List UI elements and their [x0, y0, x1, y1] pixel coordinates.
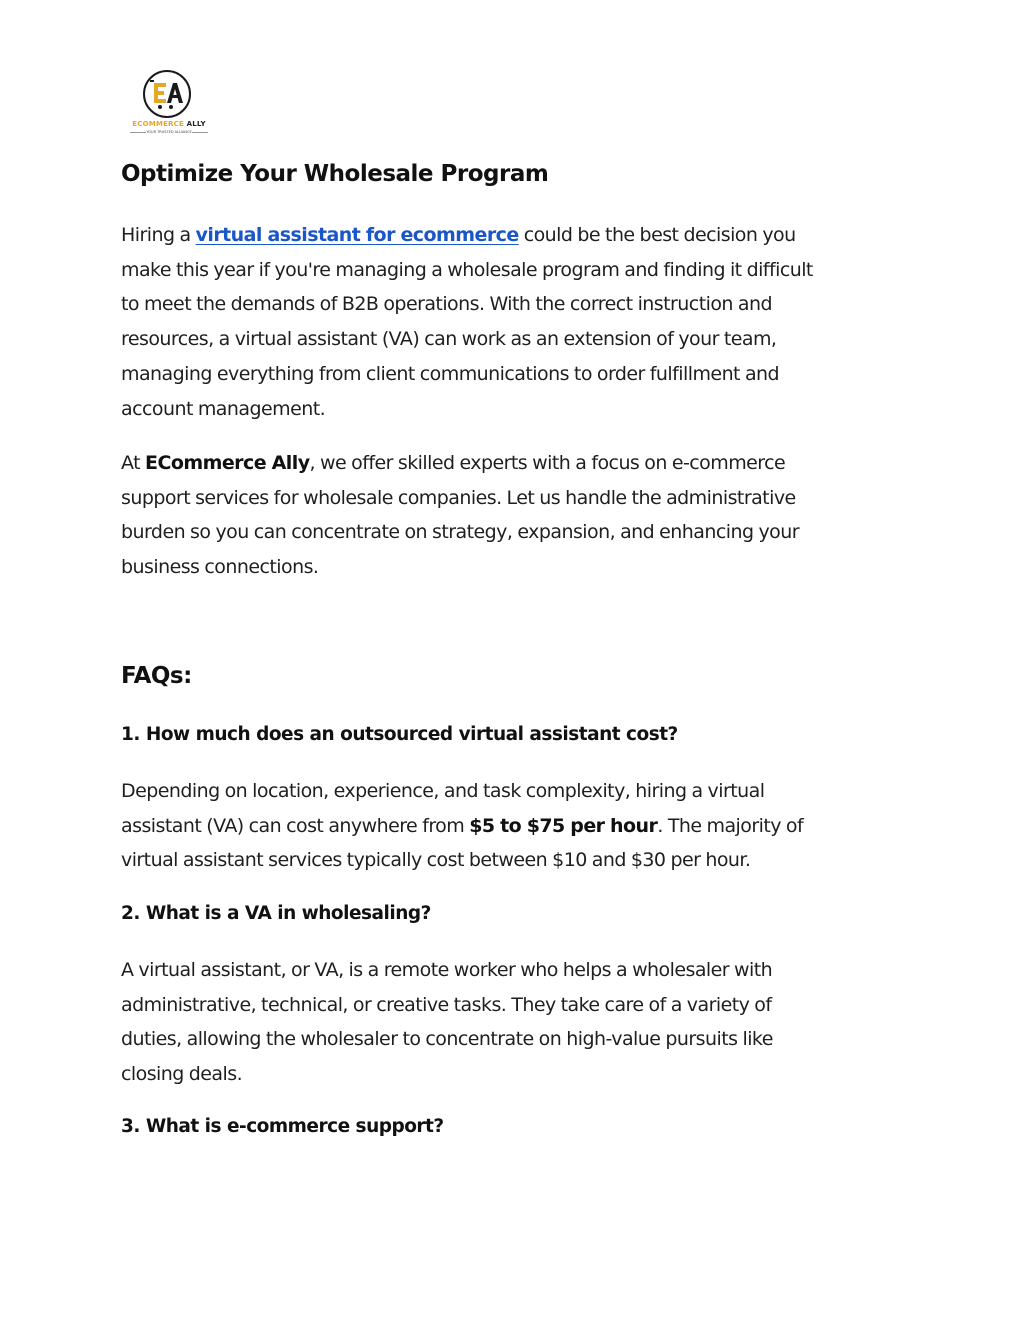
brand-name: ECommerce Ally	[145, 452, 310, 474]
faq-answer-1-line-1: Depending on location, experience, and task complexity, hiring a virtual	[121, 780, 765, 802]
about-line-1-rest: , we offer skilled experts with a focus on e-commerce	[309, 452, 786, 474]
company-logo	[128, 68, 210, 140]
faq-answer-1-line-3: virtual assistant services typically cost between $10 and $30 per hour.	[121, 849, 751, 872]
about-line-2: support services for wholesale companies. Let us handle the administrative	[121, 486, 796, 509]
logo-wordmark	[128, 120, 210, 128]
about-paragraph	[121, 446, 911, 585]
virtual-assistant-link[interactable]: virtual assistant for ecommerce	[195, 224, 519, 246]
ecommerce-ally-cart-logo-icon	[143, 70, 191, 118]
intro-line-1	[121, 218, 911, 253]
about-line-4: business connections.	[121, 556, 319, 579]
faq-heading: FAQs:	[121, 663, 192, 689]
faq-answer-1-line-2-rest: . The majority of	[657, 814, 804, 837]
faq-question-2: 2. What is a VA in wholesaling?	[121, 903, 431, 924]
price-range: $5 to $75 per hour	[469, 814, 658, 837]
logo-tagline: YOUR TRUSTED ALLIANCE	[146, 130, 192, 134]
faq-answer-2-line-4: closing deals.	[121, 1063, 243, 1086]
faq-answer-2-line-3: duties, allowing the wholesaler to concentrate on high-value pursuits like	[121, 1028, 773, 1051]
faq-answer-1	[121, 774, 911, 878]
intro-paragraph	[121, 218, 911, 426]
intro-lead: Hiring a	[121, 224, 196, 246]
intro-line-1-rest: could be the best decision you	[518, 224, 796, 246]
intro-line-2: make this year if you're managing a wholesale program and finding it difficult	[121, 258, 813, 281]
faq-question-3: 3. What is e-commerce support?	[121, 1116, 444, 1137]
faq-answer-2-line-2: administrative, technical, or creative tasks. They take care of a variety of	[121, 993, 772, 1016]
intro-line-3: to meet the demands of B2B operations. With the correct instruction and	[121, 293, 772, 316]
faq-question-1: 1. How much does an outsourced virtual assistant cost?	[121, 724, 678, 745]
faq-answer-2	[121, 953, 911, 1092]
intro-line-5: managing everything from client communications to order fulfillment and	[121, 362, 780, 385]
about-lead: At	[121, 452, 146, 474]
logo-wordmark-part1: ECOMMERCE	[132, 120, 184, 128]
about-line-1	[121, 446, 911, 481]
page-title: Optimize Your Wholesale Program	[121, 161, 549, 187]
about-line-3: burden so you can concentrate on strategy, expansion, and enhancing your	[121, 521, 800, 544]
intro-line-6: account management.	[121, 397, 326, 420]
faq-answer-2-line-1: A virtual assistant, or VA, is a remote worker who helps a wholesaler with	[121, 959, 773, 981]
intro-line-4: resources, a virtual assistant (VA) can work as an extension of your team,	[121, 328, 777, 351]
faq-answer-1-line-2	[121, 809, 911, 844]
logo-divider-right	[192, 132, 208, 133]
logo-wordmark-part2: ALLY	[186, 120, 206, 128]
faq-answer-1-line-2-lead: assistant (VA) can cost anywhere from	[121, 814, 470, 837]
